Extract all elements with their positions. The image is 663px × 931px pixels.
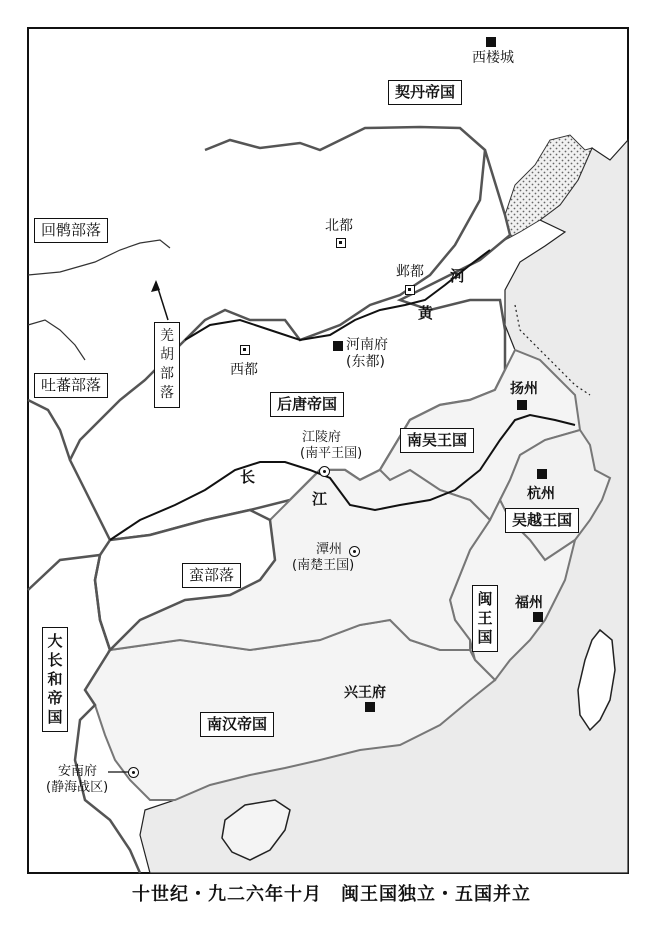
southern-han-empire-label: 南汉帝国 [200,712,274,737]
qiang-hu-tribe-label: 羌胡部落 [154,322,180,408]
yangtze-label-chang: 长 [240,468,256,486]
xingwangfu-label: 兴王府 [344,685,386,701]
yellow-river-label-he: 河 [450,267,466,285]
fuzhou-marker [533,612,543,622]
yangtze-label-jiang: 江 [312,490,328,508]
xidu-label: 西都 [230,362,258,378]
min-kingdom-label: 闽王国 [472,585,498,652]
beidu-marker [336,238,346,248]
xidu-marker [240,345,250,355]
wuyue-kingdom-label: 吴越王国 [505,508,579,533]
hangzhou-marker [537,469,547,479]
later-tang-empire-label: 后唐帝国 [270,392,344,417]
nanchu-kingdom-label: (南楚王国) [292,558,355,573]
nanping-kingdom-label: (南平王国) [300,446,363,461]
tanzhou-label: 潭州 [316,542,343,557]
dongdu-label: (东都) [346,354,385,370]
xilou-city-marker [486,37,496,47]
annanfu-marker [128,767,139,778]
uyghur-tribe-label: 回鹘部落 [34,218,108,243]
yedu-label: 邺都 [396,264,424,280]
xingwangfu-marker [365,702,375,712]
yangzhou-marker [517,400,527,410]
dachanghe-empire-label: 大长和帝国 [42,627,68,732]
xilou-city-label: 西楼城 [472,50,514,66]
jianglingfu-label: 江陵府 [302,430,342,445]
yellow-river-label-huang: 黄 [418,304,434,322]
beidu-label: 北都 [325,218,353,234]
yangzhou-label: 扬州 [510,381,538,397]
tibet-tribe-label: 吐蕃部落 [34,373,108,398]
map-caption: 十世纪・九二六年十月 闽王国独立・五国并立 [132,884,531,905]
fuzhou-label: 福州 [515,595,543,611]
tanzhou-marker [349,546,360,557]
man-tribe-label: 蛮部落 [182,563,241,588]
henanfu-label: 河南府 [346,337,388,353]
henanfu-marker [333,341,343,351]
khitan-empire-label: 契丹帝国 [388,80,462,105]
jinghai-district-label: (静海战区) [46,780,109,795]
hangzhou-label: 杭州 [527,486,555,502]
southern-wu-kingdom-label: 南吴王国 [400,428,474,453]
annanfu-label: 安南府 [58,764,98,779]
jianglingfu-marker [319,466,330,477]
yedu-marker [405,285,415,295]
